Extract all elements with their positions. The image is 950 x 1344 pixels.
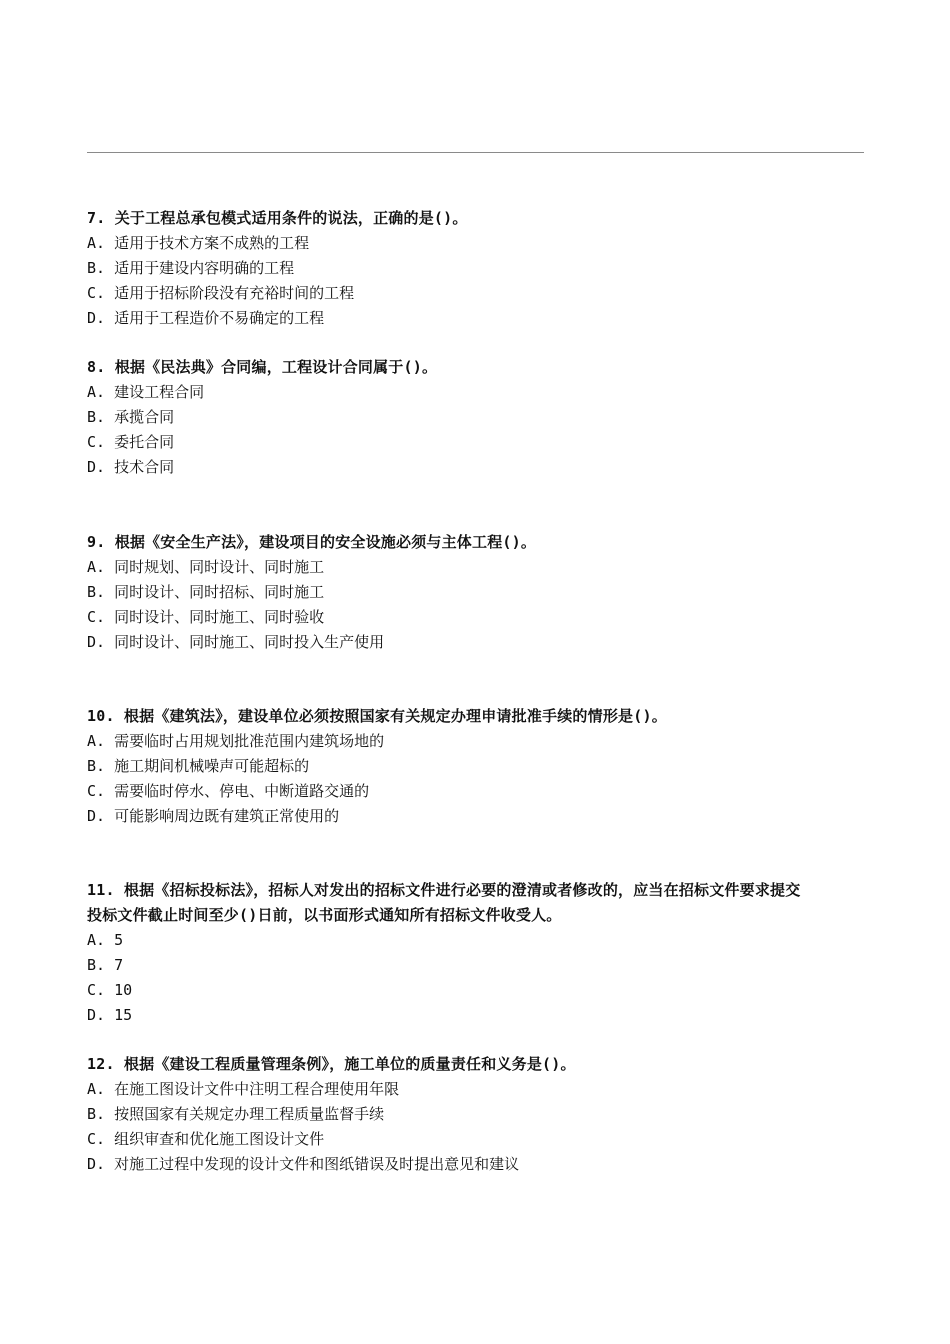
question-12 [87, 1052, 867, 1177]
option-b: B. 施工期间机械噪声可能超标的 [87, 757, 310, 775]
question-title: 11. 根据《招标投标法》，招标人对发出的招标文件进行必要的澄清或者修改的，应当在招标文件要求提交 [87, 881, 801, 899]
question-8 [87, 355, 867, 480]
option-d: D. 技术合同 [87, 458, 175, 476]
option-a: A. 需要临时占用规划批准范围内建筑场地的 [87, 732, 385, 750]
option-c: C. 同时设计、同时施工、同时验收 [87, 608, 325, 626]
option-a: A. 在施工图设计文件中注明工程合理使用年限 [87, 1080, 400, 1098]
option-b: B. 适用于建设内容明确的工程 [87, 259, 295, 277]
option-d: D. 15 [87, 1006, 133, 1024]
question-title: 7. 关于工程总承包模式适用条件的说法，正确的是()。 [87, 209, 468, 227]
option-d: D. 同时设计、同时施工、同时投入生产使用 [87, 633, 385, 651]
option-a: A. 建设工程合同 [87, 383, 205, 401]
question-11 [87, 878, 867, 1028]
question-title-continued: 投标文件截止时间至少()日前，以书面形式通知所有招标文件收受人。 [87, 906, 562, 924]
option-c: C. 需要临时停水、停电、中断道路交通的 [87, 782, 370, 800]
question-10 [87, 704, 867, 829]
question-title: 12. 根据《建设工程质量管理条例》，施工单位的质量责任和义务是()。 [87, 1055, 576, 1073]
option-a: A. 适用于技术方案不成熟的工程 [87, 234, 310, 252]
option-c: C. 组织审查和优化施工图设计文件 [87, 1130, 325, 1148]
question-title: 10. 根据《建筑法》，建设单位必须按照国家有关规定办理申请批准手续的情形是()。 [87, 707, 667, 725]
option-b: B. 7 [87, 956, 124, 974]
option-a: A. 5 [87, 931, 124, 949]
header-divider [87, 152, 864, 153]
option-b: B. 按照国家有关规定办理工程质量监督手续 [87, 1105, 385, 1123]
option-d: D. 对施工过程中发现的设计文件和图纸错误及时提出意见和建议 [87, 1155, 520, 1173]
question-title: 9. 根据《安全生产法》，建设项目的安全设施必须与主体工程()。 [87, 533, 537, 551]
question-title: 8. 根据《民法典》合同编，工程设计合同属于()。 [87, 358, 438, 376]
question-7 [87, 206, 867, 331]
option-d: D. 可能影响周边既有建筑正常使用的 [87, 807, 340, 825]
question-9 [87, 530, 867, 655]
option-a: A. 同时规划、同时设计、同时施工 [87, 558, 325, 576]
option-b: B. 同时设计、同时招标、同时施工 [87, 583, 325, 601]
option-d: D. 适用于工程造价不易确定的工程 [87, 309, 325, 327]
option-b: B. 承揽合同 [87, 408, 175, 426]
option-c: C. 适用于招标阶段没有充裕时间的工程 [87, 284, 355, 302]
option-c: C. 10 [87, 981, 133, 999]
option-c: C. 委托合同 [87, 433, 175, 451]
